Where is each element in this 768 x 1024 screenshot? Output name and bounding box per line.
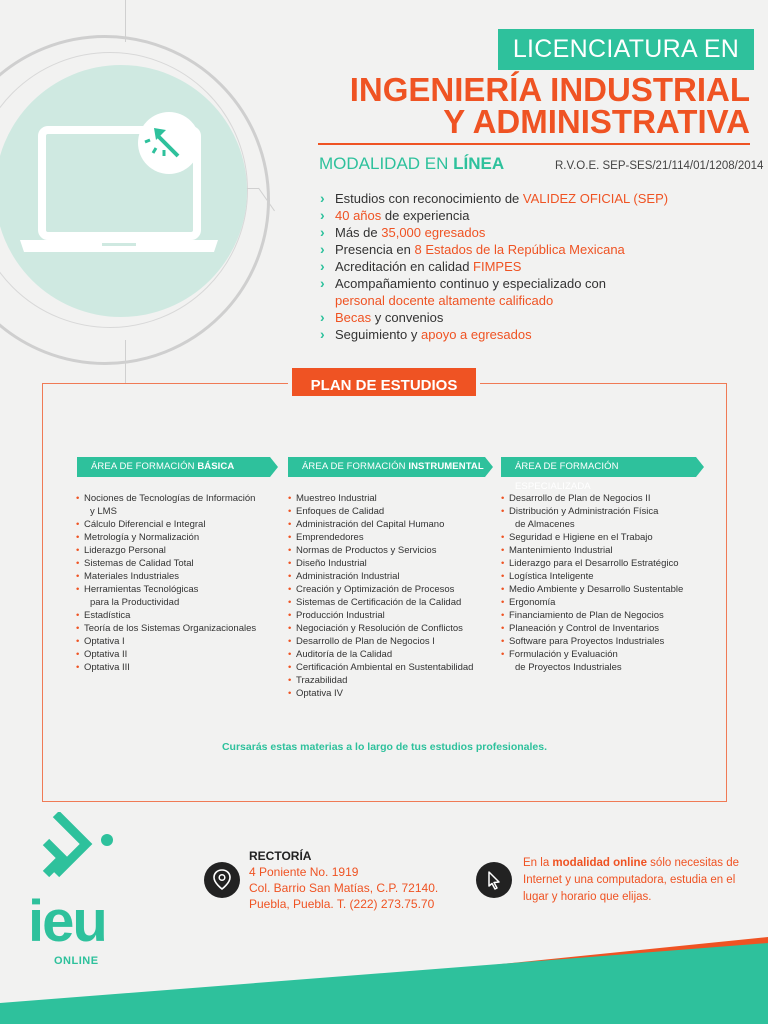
feature-text: Estudios con reconocimiento de: [335, 191, 523, 206]
subject-item: • Desarrollo de Plan de Negocios I: [288, 635, 498, 648]
subject-item: • Optativa III: [76, 661, 281, 674]
subject-list-instrumental: [288, 492, 498, 700]
feature-highlight: 8 Estados de la República Mexicana: [414, 242, 625, 257]
address-line: 4 Poniente No. 1919: [249, 865, 359, 879]
feature-list: [318, 190, 748, 343]
plan-footnote: Cursarás estas materias a lo largo de tus estudios profesionales.: [221, 741, 548, 753]
decorative-line: [125, 0, 126, 42]
chevron-right-icon: ›: [320, 326, 325, 342]
feature-item: [318, 326, 748, 343]
feature-item: [318, 275, 748, 309]
subject-item: • Liderazgo para el Desarrollo Estratégico: [501, 557, 716, 570]
subject-item: • Mantenimiento Industrial: [501, 544, 716, 557]
subject-item: para la Productividad: [90, 597, 180, 608]
chevron-right-icon: ›: [320, 207, 325, 223]
area-tab-basica: [77, 457, 270, 477]
subject-item: • Optativa IV: [288, 687, 498, 700]
subject-item: • Negociación y Resolución de Conflictos: [288, 622, 498, 635]
subject-item: • Cálculo Diferencial e Integral: [76, 518, 281, 531]
subject-list-basica: [76, 492, 281, 674]
subject-item: • Trazabilidad: [288, 674, 498, 687]
decorative-line: [125, 340, 126, 384]
chevron-right-icon: ›: [320, 190, 325, 206]
plan-heading: PLAN DE ESTUDIOS: [288, 364, 480, 400]
rvoe-code: R.V.O.E. SEP-SES/21/114/01/1208/2014: [555, 160, 764, 172]
subject-item: de Proyectos Industriales: [515, 662, 622, 673]
modality-emph: LÍNEA: [453, 154, 505, 173]
area-label-emph: BÁSICA: [197, 461, 235, 472]
modality-label: [319, 154, 504, 174]
subject-item: • Formulación y Evaluación: [501, 648, 716, 661]
online-emph: modalidad online: [552, 857, 647, 869]
chevron-right-icon: ›: [320, 309, 325, 325]
subject-item: • Planeación y Control de Inventarios: [501, 622, 716, 635]
area-label-emph: INSTRUMENTAL: [408, 461, 484, 472]
subject-item: • Producción Industrial: [288, 609, 498, 622]
subject-item: • Medio Ambiente y Desarrollo Sustentable: [501, 583, 716, 596]
subject-item: • Administración Industrial: [288, 570, 498, 583]
decorative-line: [245, 188, 259, 189]
subject-item: • Enfoques de Calidad: [288, 505, 498, 518]
feature-item: [318, 258, 748, 275]
subject-item: • Financiamiento de Plan de Negocios: [501, 609, 716, 622]
cursor-icon: [476, 862, 512, 898]
subject-item: • Auditoría de la Calidad: [288, 648, 498, 661]
feature-text: Acompañamiento continuo y especializado con: [335, 276, 607, 291]
subject-item: • Materiales Industriales: [76, 570, 281, 583]
online-note: [523, 855, 748, 906]
footer-stripes: [0, 925, 768, 1024]
feature-text: de experiencia: [381, 208, 470, 223]
subject-item: • Teoría de los Sistemas Organizacionales: [76, 622, 281, 635]
feature-highlight: 40 años: [335, 208, 382, 223]
subject-item: • Seguridad e Higiene en el Trabajo: [501, 531, 716, 544]
feature-item: [318, 207, 748, 224]
title-divider: [318, 143, 750, 145]
area-label: ÁREA DE FORMACIÓN: [91, 461, 198, 472]
degree-title: [349, 71, 750, 140]
subject-item: • Muestreo Industrial: [288, 492, 498, 505]
address: [249, 864, 438, 912]
feature-text: y convenios: [371, 310, 444, 325]
feature-highlight: Becas: [335, 310, 372, 325]
area-tab-instrumental: [288, 457, 485, 477]
subject-item: y LMS: [90, 506, 117, 517]
feature-text: Seguimiento y: [335, 327, 421, 342]
area-label: ÁREA DE FORMACIÓN: [302, 461, 409, 472]
degree-prefix-banner: LICENCIATURA EN: [498, 29, 754, 70]
feature-text: Presencia en: [335, 242, 415, 257]
subject-item: • Diseño Industrial: [288, 557, 498, 570]
feature-item: [318, 241, 748, 258]
area-label: ÁREA DE FORMACIÓN ESPECIALIZADA: [515, 461, 619, 492]
subject-item: • Sistemas de Calidad Total: [76, 557, 281, 570]
subject-item: • Creación y Optimización de Procesos: [288, 583, 498, 596]
feature-text: Más de: [335, 225, 382, 240]
subject-item: • Logística Inteligente: [501, 570, 716, 583]
subject-item: • Sistemas de Certificación de la Calidad: [288, 596, 498, 609]
feature-highlight: apoyo a egresados: [421, 327, 532, 342]
address-line: Puebla, Puebla. T. (222) 273.75.70: [249, 897, 435, 911]
map-pin-icon: [204, 862, 240, 898]
chevron-right-icon: ›: [320, 224, 325, 240]
subject-item: • Metrología y Normalización: [76, 531, 281, 544]
feature-text: Acreditación en calidad: [335, 259, 474, 274]
chevron-right-icon: ›: [320, 241, 325, 257]
subject-item: • Administración del Capital Humano: [288, 518, 498, 531]
subject-list-especializada: [501, 492, 716, 674]
ieu-logo-mark: [38, 812, 118, 892]
feature-highlight: 35,000 egresados: [381, 225, 486, 240]
subject-item: • Nociones de Tecnologías de Información: [76, 492, 281, 505]
subject-item: • Distribución y Administración Física: [501, 505, 716, 518]
subject-item: • Liderazgo Personal: [76, 544, 281, 557]
ieu-logo-text: ieu: [28, 889, 106, 954]
area-tab-especializada: [501, 457, 696, 492]
subject-item: • Normas de Productos y Servicios: [288, 544, 498, 557]
subject-item: • Estadística: [76, 609, 281, 622]
subject-item: de Almacenes: [515, 519, 575, 530]
chevron-right-icon: ›: [320, 258, 325, 274]
click-cursor-icon: [136, 110, 202, 176]
subject-item: • Certificación Ambiental en Sustentabilidad: [288, 661, 498, 674]
feature-highlight: VALIDEZ OFICIAL (SEP): [522, 191, 669, 206]
feature-item: [318, 190, 748, 207]
subject-item: • Optativa II: [76, 648, 281, 661]
ieu-logo-sub: ONLINE: [54, 955, 99, 967]
feature-item: [318, 224, 748, 241]
modality-prefix: MODALIDAD EN: [319, 154, 454, 173]
feature-item: [318, 309, 748, 326]
degree-title-line1: INGENIERÍA INDUSTRIAL: [349, 71, 750, 108]
degree-title-line2: Y ADMINISTRATIVA: [443, 103, 750, 140]
feature-highlight: personal docente altamente calificado: [335, 293, 554, 308]
feature-highlight: FIMPES: [473, 259, 522, 274]
subject-item: • Optativa I: [76, 635, 281, 648]
subject-item: • Herramientas Tecnológicas: [76, 583, 281, 596]
address-line: Col. Barrio San Matías, C.P. 72140.: [249, 881, 439, 895]
online-rest: sólo necesitas de Internet y una computadora, estudia en el lugar y horario que elijas.: [523, 857, 740, 903]
subject-item: • Software para Proyectos Industriales: [501, 635, 716, 648]
chevron-right-icon: ›: [320, 275, 325, 291]
subject-item: • Ergonomía: [501, 596, 716, 609]
online-prefix: En la: [523, 857, 553, 869]
rectoria-title: RECTORÍA: [249, 849, 312, 863]
subject-item: • Desarrollo de Plan de Negocios II: [501, 492, 716, 505]
subject-item: • Emprendedores: [288, 531, 498, 544]
